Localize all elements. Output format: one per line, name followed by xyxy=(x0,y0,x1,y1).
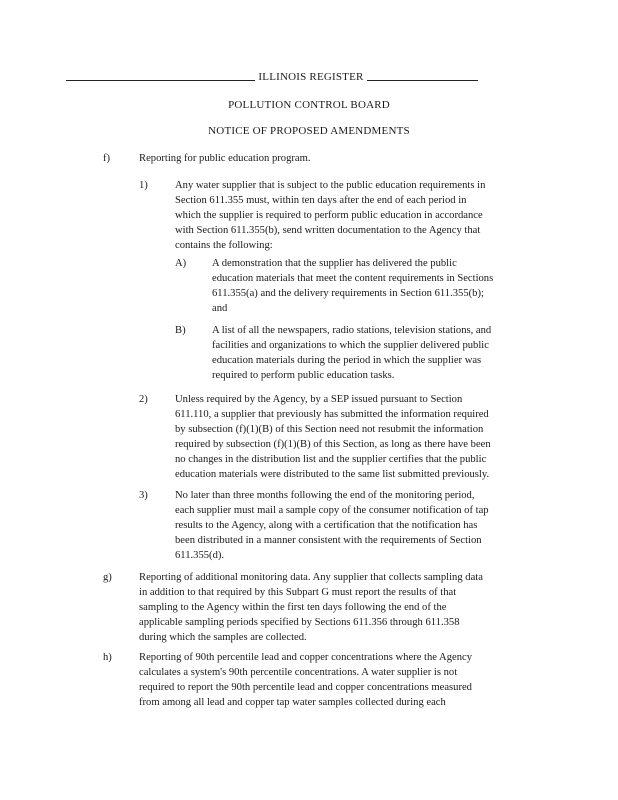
text-line: education materials during the period in which the supplier was xyxy=(212,355,482,366)
text-line: Reporting of additional monitoring data. Any supplier that collects sampling data xyxy=(139,572,483,583)
text-line: no changes in the distribution list and the supplier certifies that the public xyxy=(175,454,487,465)
text-line: applicable sampling periods specified by Sections 611.356 through 611.358 xyxy=(139,617,460,628)
subparagraph-f-1-A-text xyxy=(212,256,493,316)
text-line: A demonstration that the supplier has delivered the public xyxy=(212,258,457,269)
text-line: been distributed in a manner consistent with the requirements of Section xyxy=(175,535,482,546)
subsection-g-text xyxy=(139,570,483,645)
text-line: with Section 611.355(b), send written documentation to the Agency that xyxy=(175,225,481,236)
text-line: 611.110, a supplier that previously has submitted the information required xyxy=(175,409,489,420)
paragraph-f-2-text xyxy=(175,392,491,482)
text-line: and xyxy=(212,303,228,314)
paragraph-f-3-text xyxy=(175,488,489,563)
subparagraph-f-1-B-marker: B) xyxy=(175,325,186,336)
text-line: No later than three months following the end of the monitoring period, xyxy=(175,490,475,501)
paragraph-f-3-marker: 3) xyxy=(139,490,148,501)
paragraph-f-1-text xyxy=(175,178,485,253)
text-line: A list of all the newspapers, radio stations, television stations, and xyxy=(212,325,492,336)
text-line: Reporting for public education program. xyxy=(139,153,311,164)
text-line: education materials that meet the content requirements in Sections xyxy=(212,273,494,284)
text-line: required to report the 90th percentile lead and copper concentrations measured xyxy=(139,682,472,693)
register-title-text: ILLINOIS REGISTER xyxy=(255,71,366,83)
notice-title: NOTICE OF PROPOSED AMENDMENTS xyxy=(208,125,410,137)
text-line: by subsection (f)(1)(B) of this Section need not resubmit the information xyxy=(175,424,484,435)
text-line: required to perform public education tasks. xyxy=(212,370,395,381)
text-line: Any water supplier that is subject to the public education requirements in xyxy=(175,180,486,191)
register-title xyxy=(2,70,618,85)
text-line: during which the samples are collected. xyxy=(139,632,307,643)
text-line: 611.355(d). xyxy=(175,550,225,561)
text-line: Section 611.355 must, within ten days after the end of each period in xyxy=(175,195,467,206)
text-line: Unless required by the Agency, by a SEP issued pursuant to Section xyxy=(175,394,463,405)
subsection-h-text xyxy=(139,650,472,710)
subparagraph-f-1-B-text xyxy=(212,323,491,383)
text-line: sampling to the Agency within the first ten days following the end of the xyxy=(139,602,447,613)
paragraph-f-2-marker: 2) xyxy=(139,394,148,405)
text-line: education materials were distributed to the same list submitted previously. xyxy=(175,469,490,480)
text-line: Reporting of 90th percentile lead and copper concentrations where the Agency xyxy=(139,652,472,663)
subparagraph-f-1-A-marker: A) xyxy=(175,258,187,269)
text-line: each supplier must mail a sample copy of the consumer notification of tap xyxy=(175,505,489,516)
text-line: calculates a system's 90th percentile concentrations. A water supplier is not xyxy=(139,667,458,678)
subsection-g-marker: g) xyxy=(103,572,112,583)
text-line: facilities and organizations to which the supplier delivered public xyxy=(212,340,489,351)
subsection-f-marker: f) xyxy=(103,153,111,164)
text-line: results to the Agency, along with a certification that the notification has xyxy=(175,520,478,531)
text-line: in addition to that required by this Subpart G must report the results of that xyxy=(139,587,457,598)
text-line: required by subsection (f)(1)(B) of this Section, as long as there have been xyxy=(175,439,491,450)
board-title: POLLUTION CONTROL BOARD xyxy=(228,99,390,111)
text-line: contains the following: xyxy=(175,240,273,251)
subsection-f-text xyxy=(139,151,311,166)
text-line: which the supplier is required to perform public education in accordance xyxy=(175,210,483,221)
subsection-h-marker: h) xyxy=(103,652,112,663)
text-line: 611.355(a) and the delivery requirements in Section 611.355(b); xyxy=(212,288,484,299)
text-line: from among all lead and copper tap water samples collected during each xyxy=(139,697,446,708)
paragraph-f-1-marker: 1) xyxy=(139,180,148,191)
